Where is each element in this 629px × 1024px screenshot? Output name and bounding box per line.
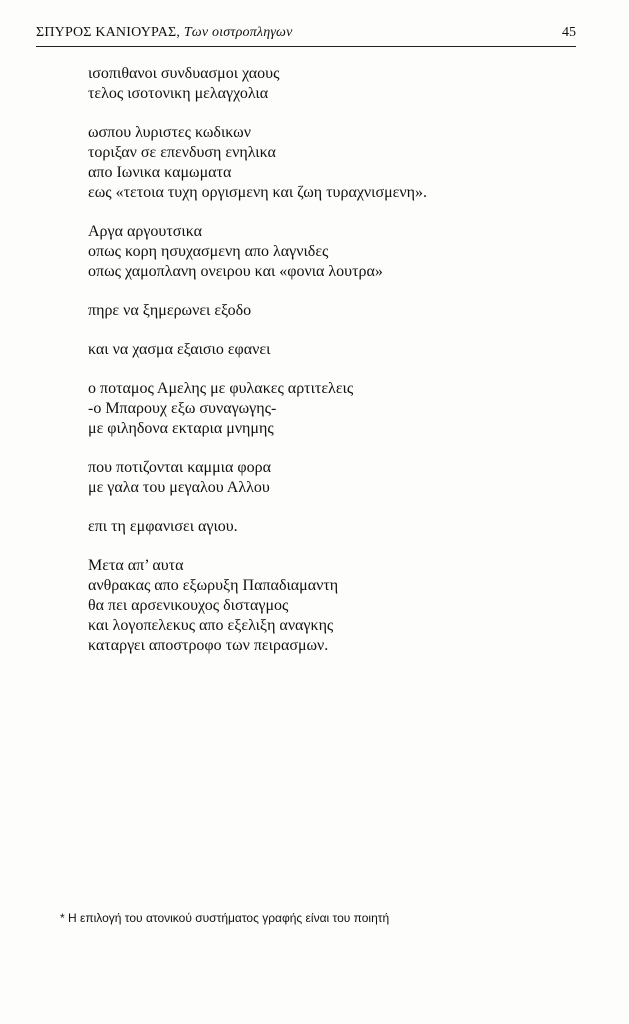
poem-line: και να χασμα εξαισιο εφανει	[88, 341, 271, 358]
poem-line: και λογοπελεκυς απο εξελιξη αναγκης	[88, 617, 334, 634]
stanza	[88, 458, 558, 498]
header-title: Των οιστροπληγων	[183, 25, 293, 40]
poem-line: -ο Μπαρουχ εξω συναγωγης-	[88, 400, 277, 417]
poem-line: ωσπου λυριστες κωδικων	[88, 124, 251, 141]
poem-line: οπως χαμοπλανη ονειρου και «φονια λουτρα»	[88, 263, 383, 280]
poem-line: τοριξαν σε επενδυση ενηλικα	[88, 144, 276, 161]
running-head	[36, 25, 293, 41]
poem-line: ανθρακας απο εξωρυξη Παπαδιαμαντη	[88, 577, 339, 594]
stanza	[88, 301, 558, 321]
poem-line: ισοπιθανοι συνδυασμοι χαους	[88, 65, 280, 82]
poem-line: εως «τετοια τυχη οργισμενη και ζωη τυραχνισμενη».	[88, 184, 427, 201]
stanza	[88, 556, 558, 656]
poem-line: καταργει αποστροφο των πειρασμων.	[88, 637, 329, 654]
stanza	[88, 517, 558, 537]
poem-line: τελος ισοτονικη μελαγχολια	[88, 85, 269, 102]
poem-line: που ποτιζονται καμμια φορα	[88, 459, 271, 476]
footnote: * Η επιλογή του ατονικού συστήματος γραφής είναι του ποιητή	[60, 911, 390, 925]
poem-line: ο ποταμος Αμελης με φυλακες αρτιτελεις	[88, 380, 354, 397]
poem-line: πηρε να ξημερωνει εξοδο	[88, 302, 252, 319]
poem-line: με φιληδονα εκταρια μνημης	[88, 420, 274, 437]
page-number: 45	[562, 25, 576, 40]
poem-line: επι τη εμφανισει αγιου.	[88, 518, 238, 535]
stanza	[88, 64, 558, 104]
poem-line: Μετα απ’ αυτα	[88, 557, 184, 574]
poem-line: Αργα αργουτσικα	[88, 223, 203, 240]
stanza	[88, 379, 558, 439]
poem-line: με γαλα του μεγαλου Αλλου	[88, 479, 270, 496]
poem-body	[88, 64, 558, 675]
page-header	[36, 24, 576, 47]
stanza	[88, 222, 558, 282]
header-author: ΣΠΥΡΟΣ ΚΑΝΙΟΥΡΑΣ,	[36, 25, 181, 40]
poem-line: θα πει αρσενικουχος δισταγμος	[88, 597, 289, 614]
poem-line: απο Ιωνικα καμωματα	[88, 164, 232, 181]
stanza	[88, 123, 558, 203]
stanza	[88, 340, 558, 360]
poem-line: οπως κορη ησυχασμενη απο λαγνιδες	[88, 243, 329, 260]
